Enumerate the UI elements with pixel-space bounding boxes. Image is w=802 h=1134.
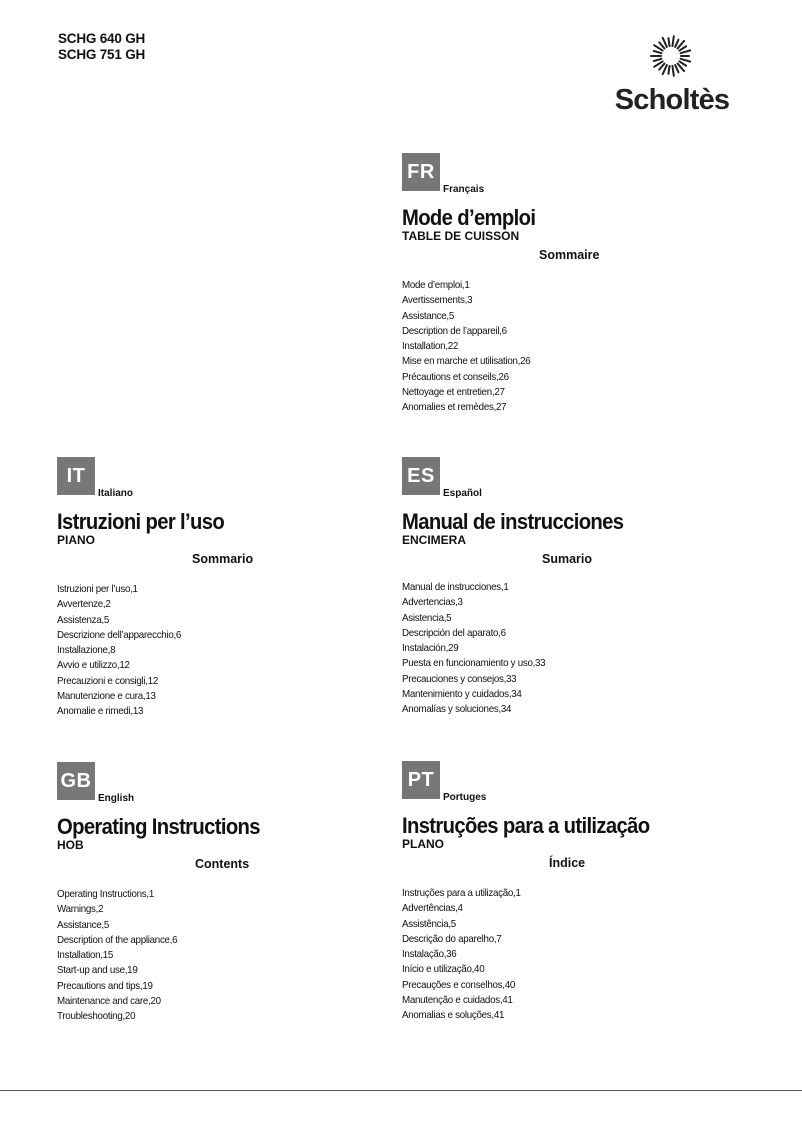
- toc-item: Precautions and tips,19: [57, 979, 153, 992]
- toc-item: Anomalías y soluciones,34: [402, 703, 512, 716]
- toc-item: Descrizione dell’apparecchio,6: [57, 628, 182, 641]
- toc-item: Manutenção e cuidados,41: [402, 994, 513, 1007]
- toc-item: Manutenzione e cura,13: [57, 690, 156, 703]
- toc-item: Description de l’appareil,6: [402, 324, 507, 337]
- toc-item: Asistencia,5: [402, 611, 452, 624]
- toc-item: Instalação,36: [402, 948, 457, 961]
- section-gb: [57, 762, 357, 1025]
- section-title: Operating Instructions: [57, 814, 260, 839]
- toc-heading: Sumario: [542, 552, 593, 566]
- toc-item: Mode d’emploi,1: [402, 279, 470, 291]
- section-title: Manual de instrucciones: [402, 509, 624, 534]
- toc-item: Precauciones y consejos,33: [402, 672, 517, 685]
- brand-name: Scholtès: [614, 84, 730, 116]
- model-number: SCHG 751 GH: [58, 47, 146, 62]
- toc-item: Precauzioni e consigli,12: [57, 674, 159, 687]
- language-badge: PT: [402, 761, 440, 799]
- language-name: Français: [443, 184, 485, 195]
- toc-item: Início e utilização,40: [402, 963, 485, 976]
- toc-item: Manual de instrucciones,1: [402, 581, 509, 593]
- product-type: TABLE DE CUISSON: [402, 229, 520, 243]
- toc-item: Start-up and use,19: [57, 964, 138, 977]
- toc-heading: Sommaire: [539, 248, 600, 262]
- toc-list: [57, 582, 336, 720]
- toc-item: Avvio e utilizzo,12: [57, 659, 130, 672]
- language-name: English: [98, 793, 135, 804]
- toc-item: Instruções para a utilização,1: [402, 887, 521, 899]
- toc-heading: Índice: [549, 856, 586, 870]
- toc-item: Operating Instructions,1: [57, 888, 154, 900]
- footer-divider: [0, 1090, 802, 1091]
- section-fr: [402, 153, 702, 416]
- toc-item: Anomalias e soluções,41: [402, 1009, 505, 1022]
- model-numbers: [58, 31, 145, 63]
- toc-list: [402, 886, 681, 1024]
- toc-item: Precauções e conselhos,40: [402, 978, 515, 991]
- toc-item: Assistance,5: [402, 309, 455, 322]
- toc-list: [57, 887, 336, 1025]
- toc-item: Anomalies et remèdes,27: [402, 401, 507, 414]
- toc-item: Avertissements,3: [402, 294, 473, 307]
- toc-item: Istruzioni per l’uso,1: [57, 583, 138, 595]
- section-es: [402, 457, 702, 718]
- language-name: Español: [443, 488, 482, 499]
- toc-item: Assistance,5: [57, 918, 110, 931]
- toc-item: Avvertenze,2: [57, 598, 111, 611]
- toc-item: Installazione,8: [57, 644, 116, 657]
- section-it: [57, 457, 357, 720]
- toc-item: Descrição do aparelho,7: [402, 932, 502, 945]
- toc-item: Puesta en funcionamiento y uso,33: [402, 657, 546, 670]
- toc-item: Advertencias,3: [402, 596, 463, 609]
- product-type: HOB: [57, 838, 84, 852]
- toc-item: Assistência,5: [402, 917, 456, 930]
- toc-list: [402, 580, 681, 718]
- toc-item: Installation,15: [57, 949, 114, 962]
- toc-item: Assistenza,5: [57, 613, 110, 626]
- sun-icon: [612, 32, 736, 82]
- toc-item: Warnings,2: [57, 903, 104, 916]
- language-name: Portuges: [443, 792, 487, 803]
- toc-item: Nettoyage et entretien,27: [402, 386, 505, 399]
- section-title: Instruções para a utilização: [402, 813, 650, 838]
- toc-item: Maintenance and care,20: [57, 995, 161, 1008]
- language-badge: IT: [57, 457, 95, 495]
- language-badge: ES: [402, 457, 440, 495]
- language-name: Italiano: [98, 488, 134, 499]
- toc-item: Troubleshooting,20: [57, 1010, 136, 1023]
- toc-heading: Contents: [195, 857, 250, 871]
- section-title: Istruzioni per l’uso: [57, 509, 225, 534]
- toc-item: Advertências,4: [402, 902, 463, 915]
- toc-item: Mise en marche et utilisation,26: [402, 355, 531, 368]
- language-badge: GB: [57, 762, 95, 800]
- toc-list: [402, 278, 681, 416]
- toc-item: Précautions et conseils,26: [402, 370, 509, 383]
- product-type: ENCIMERA: [402, 533, 467, 547]
- brand-logo: [612, 32, 736, 116]
- toc-item: Description of the appliance,6: [57, 933, 178, 946]
- language-badge: FR: [402, 153, 440, 191]
- toc-item: Mantenimiento y cuidados,34: [402, 688, 522, 701]
- model-number: SCHG 640 GH: [58, 31, 146, 46]
- toc-item: Descripción del aparato,6: [402, 626, 506, 639]
- section-pt: [402, 761, 702, 1024]
- toc-item: Anomalie e rimedi,13: [57, 705, 144, 718]
- toc-heading: Sommario: [192, 552, 254, 566]
- toc-item: Installation,22: [402, 340, 459, 353]
- section-title: Mode d’emploi: [402, 205, 536, 230]
- product-type: PIANO: [57, 533, 96, 547]
- toc-item: Instalación,29: [402, 642, 459, 655]
- product-type: PLANO: [402, 837, 444, 851]
